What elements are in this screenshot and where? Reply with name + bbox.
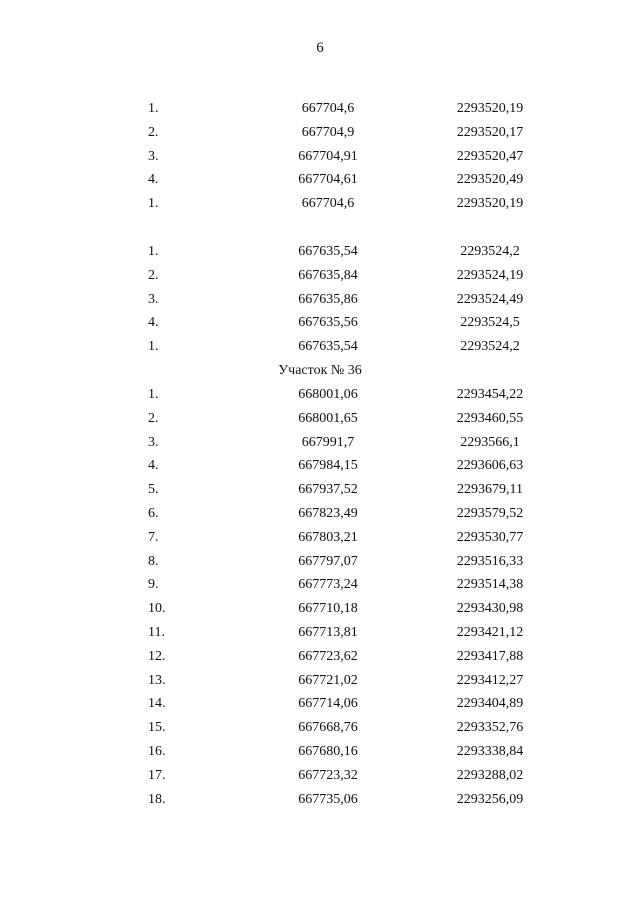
coord-x: 667797,07 <box>298 553 358 569</box>
coord-x: 667704,91 <box>298 148 358 164</box>
coord-x: 667704,61 <box>298 172 358 188</box>
point-number: 3. <box>148 434 159 450</box>
coord-y: 2293352,76 <box>456 720 524 736</box>
coord-x: 667721,02 <box>298 672 358 688</box>
coord-y: 2293430,98 <box>456 601 524 617</box>
coord-x: 667635,84 <box>298 267 358 283</box>
point-number: 13. <box>148 672 166 688</box>
coord-y: 2293412,27 <box>456 672 524 688</box>
coord-y: 2293520,17 <box>456 124 524 140</box>
point-number: 2. <box>148 124 159 140</box>
table-row <box>0 716 640 740</box>
coord-y: 2293606,63 <box>456 458 524 474</box>
coord-x: 667714,06 <box>298 696 358 712</box>
table-row <box>0 645 640 669</box>
coord-x: 667704,9 <box>301 124 355 140</box>
coord-y: 2293516,33 <box>456 553 524 569</box>
coord-y: 2293566,1 <box>460 434 520 450</box>
coordinates-group-a <box>0 97 640 216</box>
coord-y: 2293520,49 <box>456 172 524 188</box>
table-row <box>0 240 640 264</box>
coord-x: 667635,56 <box>298 315 358 331</box>
coord-y: 2293520,19 <box>456 101 524 116</box>
coord-x: 667710,18 <box>298 601 358 617</box>
coord-y: 2293520,47 <box>456 148 524 164</box>
coord-y: 2293579,52 <box>456 505 524 521</box>
table-row <box>0 264 640 288</box>
coord-x: 667937,52 <box>298 482 358 498</box>
table-row <box>0 478 640 502</box>
coord-y: 2293679,11 <box>457 482 523 498</box>
coordinates-group-c <box>0 383 640 811</box>
point-number: 1. <box>148 387 159 402</box>
table-row <box>0 121 640 145</box>
coord-y: 2293524,49 <box>456 291 524 307</box>
coord-y: 2293404,89 <box>456 696 524 712</box>
table-row <box>0 788 640 812</box>
point-number: 1. <box>148 101 159 116</box>
coord-x: 667723,62 <box>298 648 358 664</box>
point-number: 7. <box>148 529 159 545</box>
coord-x: 667991,7 <box>301 434 355 450</box>
table-row <box>0 454 640 478</box>
point-number: 1. <box>148 339 159 355</box>
table-row <box>0 502 640 526</box>
table-row <box>0 550 640 574</box>
coordinates-group-b <box>0 240 640 383</box>
table-row <box>0 192 640 216</box>
coord-y: 2293256,09 <box>456 791 524 807</box>
point-number: 8. <box>148 553 159 569</box>
coord-y: 2293524,2 <box>460 339 520 355</box>
point-number: 3. <box>148 291 159 307</box>
point-number: 18. <box>148 791 166 807</box>
coord-x: 667773,24 <box>298 577 358 593</box>
table-row <box>0 97 640 121</box>
table-row <box>0 597 640 621</box>
coord-y: 2293520,19 <box>456 196 524 212</box>
point-number: 6. <box>148 505 159 521</box>
coord-y: 2293514,38 <box>456 577 524 593</box>
coord-x: 667803,21 <box>298 529 358 545</box>
coord-x: 668001,65 <box>298 410 358 426</box>
point-number: 15. <box>148 720 166 736</box>
point-number: 16. <box>148 743 166 759</box>
table-row <box>0 383 640 407</box>
coord-y: 2293454,22 <box>456 387 524 402</box>
coord-x: 667723,32 <box>298 767 358 783</box>
coord-y: 2293288,02 <box>456 767 524 783</box>
point-number: 11. <box>148 624 165 640</box>
coord-x: 667635,54 <box>298 244 358 259</box>
coord-x: 667704,6 <box>301 196 355 212</box>
coord-x: 667635,86 <box>298 291 358 307</box>
coord-x: 667668,76 <box>298 720 358 736</box>
table-row <box>0 311 640 335</box>
point-number: 5. <box>148 482 159 498</box>
coord-y: 2293524,2 <box>460 244 520 259</box>
table-row <box>0 145 640 169</box>
coord-y: 2293417,88 <box>456 648 524 664</box>
point-number: 4. <box>148 458 159 474</box>
point-number: 4. <box>148 315 159 331</box>
coord-x: 667735,06 <box>298 791 358 807</box>
table-row <box>0 764 640 788</box>
coord-y: 2293338,84 <box>456 743 524 759</box>
table-row <box>0 407 640 431</box>
table-row <box>0 431 640 455</box>
table-row <box>0 621 640 645</box>
coord-y: 2293524,5 <box>460 315 520 331</box>
point-number: 4. <box>148 172 159 188</box>
section-title: Участок № 36 <box>278 362 362 378</box>
coord-x: 667635,54 <box>298 339 358 355</box>
page-number: 6 <box>316 40 324 56</box>
table-row <box>0 168 640 192</box>
point-number: 1. <box>148 196 159 212</box>
point-number: 12. <box>148 648 166 664</box>
coord-x: 668001,06 <box>298 387 358 402</box>
point-number: 3. <box>148 148 159 164</box>
coord-x: 667823,49 <box>298 505 358 521</box>
table-row <box>0 692 640 716</box>
coord-y: 2293460,55 <box>456 410 524 426</box>
table-row <box>0 526 640 550</box>
coord-x: 667704,6 <box>301 101 355 116</box>
coord-y: 2293530,77 <box>456 529 524 545</box>
table-row <box>0 288 640 312</box>
point-number: 14. <box>148 696 166 712</box>
coord-x: 667713,81 <box>298 624 358 640</box>
coord-x: 667984,15 <box>298 458 358 474</box>
point-number: 2. <box>148 410 159 426</box>
point-number: 9. <box>148 577 159 593</box>
table-row <box>0 669 640 693</box>
point-number: 10. <box>148 601 166 617</box>
table-row <box>0 740 640 764</box>
point-number: 1. <box>148 244 159 259</box>
coord-y: 2293421,12 <box>456 624 524 640</box>
coord-y: 2293524,19 <box>456 267 524 283</box>
point-number: 17. <box>148 767 166 783</box>
point-number: 2. <box>148 267 159 283</box>
table-row <box>0 573 640 597</box>
coord-x: 667680,16 <box>298 743 358 759</box>
table-row <box>0 335 640 359</box>
